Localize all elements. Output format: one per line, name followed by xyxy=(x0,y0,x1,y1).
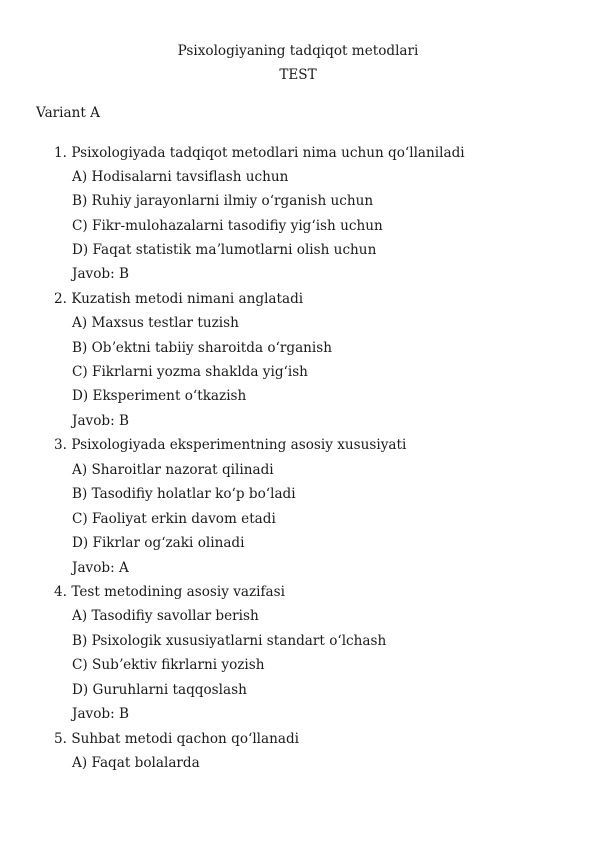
answer: Javob: B xyxy=(72,706,130,722)
question-number: 5. xyxy=(54,731,67,747)
option: D) Guruhlarni taqqoslash xyxy=(72,682,247,698)
question-title xyxy=(54,290,303,308)
option: C) Fikrlarni yozma shaklda yigʻish xyxy=(72,364,308,380)
question-text: Psixologiyada eksperimentning asosiy xususiyati xyxy=(71,437,407,453)
option: D) Eksperiment oʻtkazish xyxy=(72,388,247,404)
option: C) Faoliyat erkin davom etadi xyxy=(72,511,276,527)
option: A) Tasodifiy savollar berish xyxy=(72,608,259,624)
question-title xyxy=(54,144,465,162)
question-number: 4. xyxy=(54,584,67,600)
option: C) Fikr-mulohazalarni tasodifiy yigʻish uchun xyxy=(72,218,383,234)
option: A) Sharoitlar nazorat qilinadi xyxy=(72,462,274,478)
option: A) Hodisalarni tavsiflash uchun xyxy=(72,169,289,185)
page-subtitle: TEST xyxy=(279,67,317,83)
question-title xyxy=(54,730,299,748)
question-number: 2. xyxy=(54,291,67,307)
option: D) Fikrlar ogʻzaki olinadi xyxy=(72,535,245,551)
option: B) Psixologik xususiyatlarni standart oʻlchash xyxy=(72,633,387,649)
answer: Javob: B xyxy=(72,266,130,282)
option: A) Maxsus testlar tuzish xyxy=(72,315,239,331)
question-text: Kuzatish metodi nimani anglatadi xyxy=(71,291,304,307)
question-number: 3. xyxy=(54,437,67,453)
page-title: Psixologiyaning tadqiqot metodlari xyxy=(177,43,419,59)
option: B) Obʼektni tabiiy sharoitda oʻrganish xyxy=(72,340,333,356)
answer: Javob: A xyxy=(72,560,129,576)
question-number: 1. xyxy=(54,145,67,161)
option: C) Subʼektiv fikrlarni yozish xyxy=(72,657,265,673)
question-text: Suhbat metodi qachon qoʻllanadi xyxy=(71,731,300,747)
option: D) Faqat statistik maʼlumotlarni olish uchun xyxy=(72,242,377,258)
variant-label: Variant A xyxy=(36,105,100,121)
answer: Javob: B xyxy=(72,413,130,429)
question-text: Psixologiyada tadqiqot metodlari nima uchun qoʻllaniladi xyxy=(71,145,465,161)
question-text: Test metodining asosiy vazifasi xyxy=(71,584,285,600)
question-title xyxy=(54,436,406,454)
question-title xyxy=(54,583,285,601)
option: B) Tasodifiy holatlar koʻp boʻladi xyxy=(72,486,296,502)
option: B) Ruhiy jarayonlarni ilmiy oʻrganish uchun xyxy=(72,193,374,209)
option: A) Faqat bolalarda xyxy=(72,755,200,771)
